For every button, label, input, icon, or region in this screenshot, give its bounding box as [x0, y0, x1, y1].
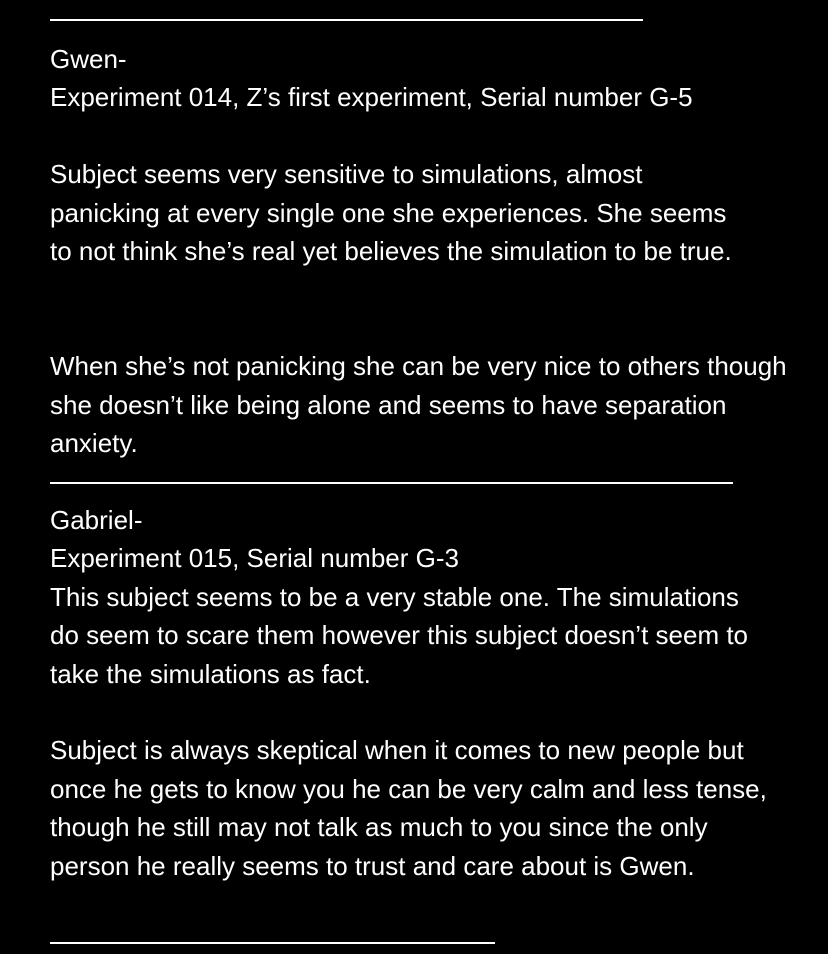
entry-paragraph-gwen-2: When she’s not panicking she can be very nice to others though she doesn’t like being alone and seems to have separation anxiety. [50, 351, 794, 458]
divider-top [50, 19, 643, 21]
entry-experiment-gwen: Experiment 014, Z’s first experiment, Serial number G-5 [50, 82, 693, 113]
entry-experiment-gabriel: Experiment 015, Serial number G-3 [50, 543, 459, 574]
entry-paragraph-gabriel-1: This subject seems to be a very stable one. The simulations do seem to scare them however this subject doesn’t seem to take the simulations as fact. [50, 581, 756, 689]
divider-bottom [50, 942, 495, 944]
divider-middle [50, 482, 733, 484]
entry-name-gabriel: Gabriel- [50, 505, 143, 535]
entry-paragraph-gwen-1: Subject seems very sensitive to simulations, almost panicking at every single one she experiences. She seems to not think she’s real yet believes the simulation to be true. [50, 159, 734, 266]
entry-name-gwen: Gwen- [50, 44, 127, 74]
entry-paragraph-gabriel-2: Subject is always skeptical when it comes to new people but once he gets to know you he can be very calm and less tense, though he still may not talk as much to you since the only person he really seems to trust and care about is Gwen. [50, 735, 775, 881]
